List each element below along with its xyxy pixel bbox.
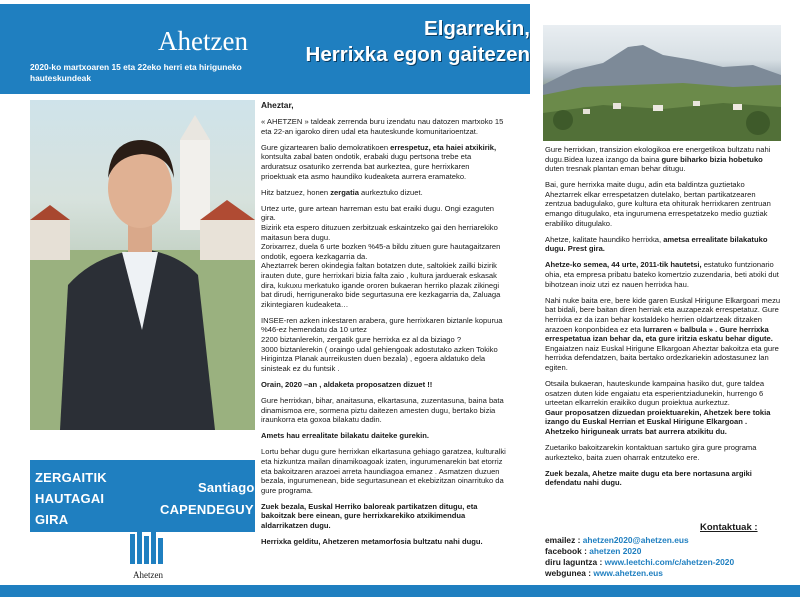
donation-link[interactable]: www.leetchi.com/c/ahetzen-2020 (604, 557, 735, 567)
para-transition: Gure herrixkan, transizion ekologikoa ere energetikoa bultzatu nahi dugu.Bidea luzea izango da baina gure biharko bizia hobetuko duten tresnak plantan eman behar ditugu. (545, 145, 771, 174)
para-dream: Gure herrixkan, bihar, anaitasuna, elkartasuna, zuzentasuna, baina bata dinamismoa ere, sormena piztu daitezen amesten dugu, bertako bizia iraunkorra eta goxoa bilakatu dadin. (261, 395, 504, 425)
letter-column-right (545, 145, 781, 494)
candidate-namebox (30, 460, 255, 532)
para-insee: INSEE-ren azken inkestaren arabera, gure herrixkaren biztanle kopurua %46-ez hemendatu da 10 urtez 2200 biztanlerekin, zergatik gure herrixka ez al da biziago ? 3000 biztanlerekin ( oraingo udal gehiengoak adostutako azken Tokiko Hirigintza Planak aurreikusten duen bezala) , egoera aldatuko dela sinisteak ez du funtsik . (261, 315, 503, 373)
election-subtitle: 2020-ko martxoaren 15 eta 22eko herri eta hiriguneko hauteskundeak (30, 62, 242, 83)
headline (280, 16, 530, 68)
landscape-photo (543, 25, 781, 141)
letter-column-left (261, 101, 506, 553)
landscape-illustration (543, 25, 781, 141)
logo-bars-icon (128, 530, 168, 566)
para-metamorphosis: Herrixka gelditu, Ahetzeren metamorfosia bultzatu nahi dugu. (261, 537, 483, 547)
namebox-why: ZERGAITIK (35, 470, 107, 485)
facebook-link[interactable]: ahetzen 2020 (589, 546, 642, 556)
para-campaign: Otsaila bukaeran, hauteskunde kampaina hasiko dut, gure taldea osatzen duten kide engaiatu eta esperientziadunekin, hurrengo 6 urteetan elkarrekin eraikiko dugun proiektua aurkeztuz. Gaur proposatzen dizuedan proiektuarekin, Ahetzek bere tokia izango du Euskal Herrian et Euskal Hirigune Elkargoan . Ahetzeko hiriguneak urrats bat aurrera atxikitu du. (545, 378, 771, 436)
para-values: Gure gizartearen balio demokratikoen errespetuz, eta haiei atxikirik, kontsulta zabal baten ondotik, erabaki dugu pertsona trebe eta arduratsuz osaturiko zerrenda bat aurkeztea, gure herrixkaren prioektuak eta asmo haundiko kudeaketa aurrera eramateko. (261, 142, 497, 181)
para-bio: Ahetze-ko semea, 44 urte, 2011-tik hautetsi, estatuko funtzionario ohia, eta empresa pribatu bateko komertzio zuzendaria, beti atxiki dut bihotzean inoiz utzi ez nauen herrixka hau. (545, 260, 779, 289)
contacts-list (545, 535, 785, 579)
para-love: Bai, gure herrixka maite dugu, adin eta baldintza guztietako Aheztarrek elkar errespetatzen dutelako, bertan partikatzearen zentzua badugulako, gure kultura eta ohiturak herrixkaren zentruan emango ditugulako, eta ingurumena errespetatzeko medio guztiak erabiliko ditugulako. (545, 180, 771, 228)
contact-email: emailez : ahetzen2020@ahetzen.eus (545, 535, 689, 545)
para-intro: « AHETZEN » taldeak zerrenda buru izendatu nau datozen martxoko 15 eta 22-an igaroko diren udal eta hauteskunde komunitarioentzat. (261, 117, 504, 136)
para-change: Orain, 2020 –an , aldaketa proposatzen dizuet !! (261, 379, 433, 389)
para-situation: Urtez urte, gure artean harreman estu bat eraiki dugu. Ongi ezaguten gira. Bizirik eta espero dituzuen zerbitzuak eskaintzeko gai den herriarekiko maitasun bera dugu. Zorixarrez, duela 6 urte bozken %45-a bildu zituen gure hautagaitzaren ondotik, egoera kezkagarria da. Aheztarrek beren okindegia faltan botatzen dute, saltokiek zailki bizirik irauten dute, gure herrixkari bizia falta zaio , kultura jarduerak eskasak dira, kukuxu merkatuko igande ororen bukaeran herriko plazak zikinegi bat dirudi, herrigunerako bide segurtasuna ere kezkagarria da, Zaluaga zikintegiaren kudeaketa… (261, 203, 501, 309)
candidate-last-name: CAPENDEGUY (160, 502, 254, 517)
email-link[interactable]: ahetzen2020@ahetzen.eus (582, 535, 689, 545)
headline-line-2: Herrixka egon gaitezen (305, 43, 530, 66)
footer-bar (0, 585, 800, 597)
namebox-are: GIRA (35, 512, 69, 527)
contact-web: webgunea : www.ahetzen.eus (545, 568, 663, 578)
contact-donation: diru laguntza : www.leetchi.com/c/ahetzen-2020 (545, 557, 735, 567)
website-link[interactable]: www.ahetzen.eus (593, 568, 663, 578)
para-contact: Zuetariko bakoitzarekin kontaktuan sartuko gira gure programa aurkezteko, baita zuen oharrak entzuteko ere. (545, 443, 757, 462)
logo-caption: Ahetzen (133, 570, 163, 580)
para-values-basque: Zuek bezala, Euskal Herriko baloreak partikatzen ditugu, eta bakoitzak bere einean, gure herrixkarekiko atxikimendua aldarrikatzen dugu. (261, 501, 478, 530)
ahetzen-logo (128, 530, 168, 580)
para-quality: Ahetze, kalitate haundiko herrixka, ametsa errealitate bilakatuko dugu. Prest gira. (545, 234, 768, 254)
candidate-first-name: Santiago (198, 480, 255, 495)
para-agglomeration: Nahi nuke baita ere, bere kide garen Euskal Hirigune Elkargoari mezu bat bidali, bere baitan diren herriak eta auzapezak errespetatuz. Gure herrixka ez da izan behar kostaldeko herrien oldartzeak ditzaken arazoen konponbidea ez eta lurraren « balbula » . Gure herrixka errespetatua izan behar da, eta gure iritzia eskatu behar digute. Engaiatzen naiz Euskal Hirigune Elkargoan Aheztar bakoitza eta gure herrixka defendatzen, baita bertako ordezkariekin adostasunez lan egiten. (545, 295, 781, 372)
contacts-title: Kontaktuak : (700, 522, 758, 533)
portrait-illustration (30, 100, 255, 430)
para-reason: Hitz batzuez, honen zergatia aurkeztuko dizuet. (261, 187, 423, 197)
para-program: Lortu behar dugu gure herrixkan elkartasuna gehiago garatzea, kulturalki eta hizkuntza mailan dinamikoagoak izaten, ingurumenarekin bat etorriz eta bakoitzaren arazoei arreta haundiagoa emanez . Asmatzen duzuen bezala, ingurumenean, bide segurtasunean et ekebizitzan oinarrituko da gure programa. (261, 447, 506, 495)
brand-title: Ahetzen (158, 26, 248, 56)
namebox-candidate: HAUTAGAI (35, 491, 105, 506)
headline-line-1: Elgarrekin, (424, 17, 530, 40)
greeting: Aheztar, (261, 100, 294, 110)
para-reality: Amets hau errealitate bilakatu daiteke gurekin. (261, 431, 429, 441)
candidate-portrait (30, 100, 255, 430)
contact-facebook: facebook : ahetzen 2020 (545, 546, 642, 556)
para-closing: Zuek bezala, Ahetze maite dugu eta bere nortasuna argiki defendatu nahi dugu. (545, 468, 752, 488)
